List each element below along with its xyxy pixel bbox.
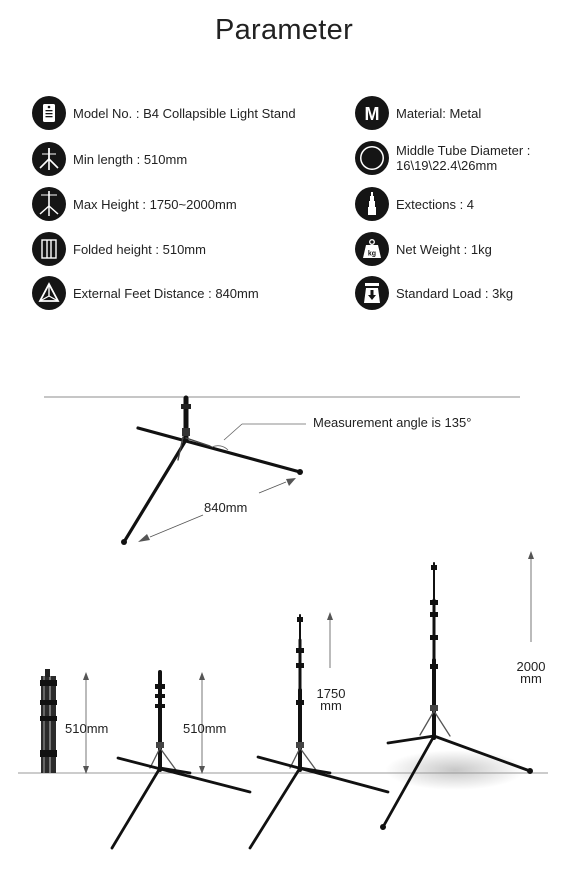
param-net-weight-text: Net Weight : 1kg — [396, 241, 492, 257]
max-height-value: 2000 — [516, 659, 546, 674]
folded-height-label: 510mm — [65, 721, 109, 736]
min-arrowhead-top — [199, 672, 205, 680]
param-standard-load-text: Standard Load : 3kg — [396, 285, 514, 301]
folded-stand — [40, 669, 57, 773]
max-height-label — [513, 661, 549, 685]
feet-distance-arrowhead-right — [286, 478, 296, 486]
param-material-text: Material: Metal — [396, 105, 482, 121]
min-length-stand — [112, 672, 250, 848]
svg-text:M: M — [364, 104, 380, 124]
param-max-height-text: Max Height : 1750~2000mm — [73, 196, 237, 212]
svg-text:kg: kg — [367, 250, 377, 258]
min-length-label: 510mm — [183, 721, 227, 736]
tube-diameter-line2: 16\19\22.4\26mm — [396, 158, 498, 173]
page-title: Parameter — [214, 14, 354, 46]
param-min-length-text: Min length : 510mm — [73, 151, 188, 167]
top-view-stand — [121, 398, 303, 545]
angle-label: Measurement angle is 135° — [313, 415, 472, 430]
param-feet-distance-text: External Feet Distance : 840mm — [73, 285, 259, 301]
mid-height-stand — [250, 615, 388, 848]
folded-arrowhead-top — [83, 672, 89, 680]
param-extensions-text: Extections : 4 — [396, 196, 475, 212]
param-model-text: Model No. : B4 Collapsible Light Stand — [73, 105, 296, 121]
max-arrowhead-top — [528, 551, 534, 559]
angle-leader-line — [224, 424, 242, 440]
mid-height-unit: mm — [320, 698, 342, 713]
feet-distance-arrow-right — [259, 482, 286, 493]
mid-height-value: 1750 — [316, 686, 346, 701]
tube-diameter-line1: Middle Tube Diameter : — [396, 143, 531, 158]
feet-distance-arrowhead-left — [138, 534, 150, 542]
feet-distance-arrow-left — [150, 515, 203, 537]
mid-height-label — [313, 688, 349, 712]
mid-arrowhead-top — [327, 612, 333, 620]
max-height-unit: mm — [520, 671, 542, 686]
feet-distance-label: 840mm — [204, 500, 248, 515]
param-folded-height-text: Folded height : 510mm — [73, 241, 206, 257]
